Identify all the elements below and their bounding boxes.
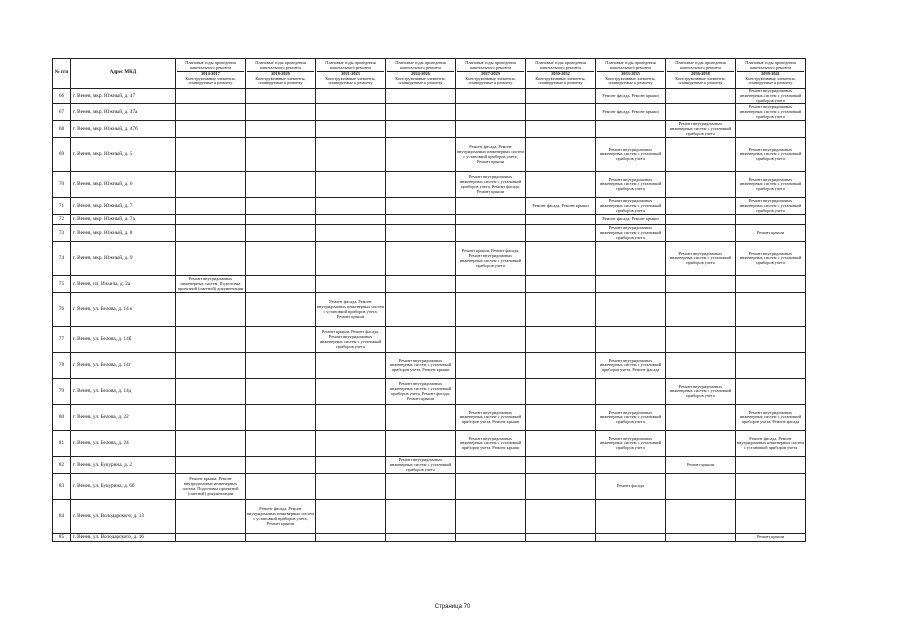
header-period-type: Конструктивные элементы, планируемые к ремонту (325, 75, 376, 86)
work-cell (456, 89, 526, 104)
row-number: 67 (53, 104, 71, 121)
row-number: 79 (53, 379, 71, 405)
table-row (53, 500, 806, 534)
work-cell (176, 242, 246, 276)
work-cell (526, 104, 596, 121)
work-cell (736, 379, 806, 405)
work-cell: Ремонт внутридомовых инженерных систем с установкой приборов учета (736, 104, 806, 121)
work-cell (526, 242, 596, 276)
header-period-plan: Плановые годы проведения капитального ремонта (387, 61, 454, 72)
work-cell (666, 198, 736, 215)
row-address: г. Венев, мкр. Южный, д. 5 (71, 138, 176, 172)
work-cell (176, 138, 246, 172)
work-cell (246, 293, 316, 327)
work-cell (246, 121, 316, 138)
work-cell (456, 327, 526, 353)
work-cell (316, 225, 386, 242)
work-cell: Ремонт внутридомовых инженерных систем с установкой приборов учета (736, 242, 806, 276)
work-cell (386, 198, 456, 215)
work-cell: Ремонт фасада, Ремонт крыши (596, 215, 666, 225)
work-cell (246, 138, 316, 172)
header-period-plan: Плановые годы проведения капитального ремонта (737, 61, 804, 72)
header-period-plan: Плановые годы проведения капитального ремонта (177, 61, 244, 72)
row-address: г. Венев, ул. Белова, д. 14г (71, 353, 176, 379)
work-cell (526, 405, 596, 431)
work-cell (526, 457, 596, 474)
row-number: 85 (53, 534, 71, 542)
work-cell (246, 379, 316, 405)
work-cell (176, 500, 246, 534)
work-cell (456, 225, 526, 242)
work-cell: Ремонт внутридомовых инженерных систем с установкой приборов учета (596, 172, 666, 198)
work-cell (526, 138, 596, 172)
work-cell (176, 225, 246, 242)
row-number: 76 (53, 293, 71, 327)
header-period-years: 2033-2035 (621, 70, 640, 76)
header-period (246, 59, 316, 89)
table-row (53, 405, 806, 431)
row-address: г. Венев, ул. Володарского, д. 16 (71, 534, 176, 542)
work-cell (736, 327, 806, 353)
row-address: г. Венев, ул. Белова, д. 14 к (71, 293, 176, 327)
header-period-years: 2027-2029 (481, 70, 500, 76)
work-cell: Ремонт фасада (596, 474, 666, 500)
work-cell (386, 431, 456, 457)
work-cell: Ремонт внутридомовых инженерных систем с установкой приборов учета, Ремонт крыши (386, 353, 456, 379)
row-address: г. Венев, мкр. Южный, д. 9 (71, 242, 176, 276)
row-address: г. Венев, ул. Букурина, д. 6б (71, 474, 176, 500)
work-cell (666, 172, 736, 198)
work-cell (456, 534, 526, 542)
header-period (736, 59, 806, 89)
row-number: 66 (53, 89, 71, 104)
work-cell (736, 215, 806, 225)
work-cell: Ремонт фасада, Ремонт крыши (526, 198, 596, 215)
work-cell: Ремонт внутридомовых инженерных систем с установкой приборов учета, Ремонт фасада (736, 405, 806, 431)
work-cell: Ремонт крыши (736, 225, 806, 242)
header-period-type: Конструктивные элементы, планируемые к ремонту (465, 75, 516, 86)
table-row (53, 104, 806, 121)
work-cell (526, 293, 596, 327)
row-address: г. Венев, мкр. Южный, д. 47б (71, 121, 176, 138)
work-cell (386, 172, 456, 198)
header-period-years: 2021-2023 (341, 70, 360, 76)
row-address: г. Венев, мкр. Южный, д. 8 (71, 225, 176, 242)
row-number: 84 (53, 500, 71, 534)
header-period-plan: Плановые годы проведения капитального ремонта (597, 61, 664, 72)
work-cell (316, 353, 386, 379)
work-cell (176, 327, 246, 353)
work-cell (596, 457, 666, 474)
work-cell (316, 500, 386, 534)
header-period (666, 59, 736, 89)
work-cell (386, 500, 456, 534)
work-cell (176, 534, 246, 542)
work-cell (316, 198, 386, 215)
work-cell (246, 431, 316, 457)
work-cell (176, 353, 246, 379)
header-period (596, 59, 666, 89)
table-row (53, 276, 806, 293)
work-cell (176, 293, 246, 327)
work-cell (666, 474, 736, 500)
work-cell (316, 431, 386, 457)
table-row (53, 431, 806, 457)
header-period-type: Конструктивные элементы, планируемые к ремонту (745, 75, 796, 86)
repair-schedule-table (52, 58, 806, 542)
work-cell (456, 104, 526, 121)
table-row (53, 121, 806, 138)
work-cell (456, 276, 526, 293)
header-row (53, 59, 806, 89)
work-cell (666, 276, 736, 293)
work-cell (456, 474, 526, 500)
header-period (526, 59, 596, 89)
work-cell (666, 353, 736, 379)
work-cell (246, 457, 316, 474)
work-cell (736, 353, 806, 379)
work-cell (526, 431, 596, 457)
work-cell (526, 534, 596, 542)
work-cell (316, 242, 386, 276)
work-cell (246, 172, 316, 198)
row-number: 77 (53, 327, 71, 353)
header-period-type: Конструктивные элементы, планируемые к ремонту (185, 75, 236, 86)
work-cell (596, 534, 666, 542)
work-cell (316, 138, 386, 172)
work-cell (386, 89, 456, 104)
work-cell (246, 215, 316, 225)
work-cell (666, 431, 736, 457)
work-cell (316, 172, 386, 198)
work-cell (736, 293, 806, 327)
header-period-years: 2036-2038 (691, 70, 710, 76)
work-cell (526, 327, 596, 353)
work-cell (526, 276, 596, 293)
work-cell (526, 353, 596, 379)
header-period-plan: Плановые годы проведения капитального ремонта (317, 61, 384, 72)
work-cell: Ремонт внутридомовых инженерных систем с установкой приборов учета, Ремонт крыши (456, 431, 526, 457)
table-row (53, 293, 806, 327)
work-cell (246, 104, 316, 121)
work-cell (736, 500, 806, 534)
work-cell (666, 327, 736, 353)
work-cell (246, 276, 316, 293)
work-cell (666, 89, 736, 104)
work-cell (176, 405, 246, 431)
work-cell: Ремонт фасада, Ремонт крыши (596, 89, 666, 104)
table-row (53, 379, 806, 405)
row-address: г. Венев, мкр. Южный, д. 47 (71, 89, 176, 104)
work-cell (386, 215, 456, 225)
work-cell: Ремонт внутридомовых инженерных систем с установкой приборов учета, Ремонт фасада, Ремонт крыши (386, 379, 456, 405)
work-cell (526, 121, 596, 138)
header-period-plan: Плановые годы проведения капитального ремонта (527, 61, 594, 72)
work-cell (666, 534, 736, 542)
work-cell (596, 121, 666, 138)
row-number: 68 (53, 121, 71, 138)
work-cell (386, 405, 456, 431)
work-cell (176, 215, 246, 225)
work-cell (176, 121, 246, 138)
header-period-plan: Плановые годы проведения капитального ремонта (457, 61, 524, 72)
work-cell (246, 198, 316, 215)
work-cell (456, 215, 526, 225)
header-period-type: Конструктивные элементы, планируемые к ремонту (255, 75, 306, 86)
row-address: г. Венев, ул. Володарского, д. 13 (71, 500, 176, 534)
work-cell: Ремонт внутридомовых инженерных систем с установкой приборов учета (596, 225, 666, 242)
work-cell: Ремонт крыши (666, 457, 736, 474)
table-body (53, 89, 806, 542)
table-row (53, 353, 806, 379)
work-cell: Ремонт крыши (736, 534, 806, 542)
work-cell (316, 121, 386, 138)
table-row (53, 225, 806, 242)
work-cell (176, 457, 246, 474)
table-row (53, 89, 806, 104)
work-cell (386, 242, 456, 276)
work-cell: Ремонт внутридомовых инженерных систем с установкой приборов учета, Ремонт фасада (596, 353, 666, 379)
work-cell (666, 405, 736, 431)
work-cell (456, 457, 526, 474)
header-period (176, 59, 246, 89)
work-cell: Ремонт внутридомовых инженерных систем с установкой приборов учета (596, 431, 666, 457)
table-row (53, 215, 806, 225)
work-cell: Ремонт внутридомовых инженерных систем с установкой приборов учета, Ремонт крыши (456, 405, 526, 431)
work-cell (386, 104, 456, 121)
work-cell: Ремонт внутридомовых инженерных систем, Подготовка проектной (сметной) документации (176, 276, 246, 293)
work-cell (316, 457, 386, 474)
row-number: 83 (53, 474, 71, 500)
work-cell (386, 138, 456, 172)
work-cell (666, 215, 736, 225)
work-cell (246, 405, 316, 431)
work-cell: Ремонт фасада, Ремонт внутридомовых инженерных систем с установкой приборов учета, Ремонт крыши (246, 500, 316, 534)
row-address: г. Венев, мкр. Южный, д. 7 (71, 198, 176, 215)
work-cell (316, 276, 386, 293)
row-address: г. Венев, ул. Букурина, д. 2 (71, 457, 176, 474)
row-number: 82 (53, 457, 71, 474)
table-row (53, 138, 806, 172)
work-cell (456, 500, 526, 534)
work-cell (176, 89, 246, 104)
table-row (53, 242, 806, 276)
work-cell (246, 534, 316, 542)
row-number: 73 (53, 225, 71, 242)
work-cell (456, 379, 526, 405)
row-number: 74 (53, 242, 71, 276)
row-number: 69 (53, 138, 71, 172)
work-cell: Ремонт внутридомовых инженерных систем с установкой приборов учета (736, 198, 806, 215)
work-cell (456, 121, 526, 138)
row-number: 81 (53, 431, 71, 457)
work-cell (456, 353, 526, 379)
work-cell: Ремонт внутридомовых инженерных систем с установкой приборов учета (736, 89, 806, 104)
row-address: г. Венев, мкр. Южный, д. 7а (71, 215, 176, 225)
work-cell (176, 172, 246, 198)
work-cell (246, 225, 316, 242)
work-cell: Ремонт внутридомовых инженерных систем с установкой приборов учета, Ремонт фасада, Ремонт крыши (456, 172, 526, 198)
header-period-years: 2018-2020 (271, 70, 290, 76)
row-number: 71 (53, 198, 71, 215)
work-cell (316, 104, 386, 121)
header-period-plan: Плановые годы проведения капитального ремонта (247, 61, 314, 72)
table-row (53, 172, 806, 198)
work-cell (386, 121, 456, 138)
header-period-years: 2039-2041 (761, 70, 780, 76)
work-cell: Ремонт внутридомовых инженерных систем с установкой приборов учета (666, 379, 736, 405)
table-row (53, 457, 806, 474)
work-cell: Ремонт внутридомовых инженерных систем с установкой приборов учета (596, 405, 666, 431)
row-address: г. Венев, ул. Белова, д. 14б (71, 327, 176, 353)
work-cell (386, 225, 456, 242)
work-cell (316, 89, 386, 104)
work-cell (526, 474, 596, 500)
work-cell: Ремонт крыши, Ремонт внутридомовых инженерных систем, Подготовка проектной (сметной) документации (176, 474, 246, 500)
work-cell (386, 474, 456, 500)
work-cell: Ремонт крыши, Ремонт фасада, Ремонт внутридомовых инженерных систем с установкой приборов учета (456, 242, 526, 276)
row-address: г. Венев, мкр. Южный, д. 47а (71, 104, 176, 121)
work-cell (736, 276, 806, 293)
table-row (53, 327, 806, 353)
work-cell: Ремонт внутридомовых инженерных систем с установкой приборов учета (596, 138, 666, 172)
work-cell (246, 474, 316, 500)
row-number: 70 (53, 172, 71, 198)
work-cell (246, 242, 316, 276)
work-cell (316, 379, 386, 405)
work-cell (526, 215, 596, 225)
work-cell (596, 293, 666, 327)
header-period-years: 2030-2032 (551, 70, 570, 76)
work-cell: Ремонт внутридомовых инженерных систем с установкой приборов учета (736, 172, 806, 198)
work-cell (176, 198, 246, 215)
work-cell (246, 89, 316, 104)
work-cell (736, 457, 806, 474)
work-cell (526, 225, 596, 242)
work-cell: Ремонт внутридомовых инженерных систем с установкой приборов учета (596, 198, 666, 215)
work-cell: Ремонт внутридомовых инженерных систем с установкой приборов учета (386, 457, 456, 474)
work-cell (596, 500, 666, 534)
work-cell (386, 293, 456, 327)
row-address: г. Венев, ул. Белова, д. 14д (71, 379, 176, 405)
work-cell (526, 172, 596, 198)
header-num: № п/п (53, 59, 71, 89)
work-cell (736, 121, 806, 138)
repair-schedule-sheet (52, 58, 806, 542)
work-cell (666, 500, 736, 534)
work-cell (316, 215, 386, 225)
header-period (316, 59, 386, 89)
header-period-years: 2014-2017 (201, 70, 220, 76)
header-period-type: Конструктивные элементы, планируемые к ремонту (605, 75, 656, 86)
work-cell (246, 327, 316, 353)
work-cell (596, 379, 666, 405)
work-cell: Ремонт фасада, Ремонт внутридомовых инженерных систем с установкой приборов учета, Ремонт крыши (456, 138, 526, 172)
work-cell (666, 225, 736, 242)
work-cell (316, 534, 386, 542)
table-row (53, 474, 806, 500)
work-cell: Ремонт внутридомовых инженерных систем с установкой приборов учета (666, 242, 736, 276)
row-address: г. Венев, мкр. Южный, д. 6 (71, 172, 176, 198)
work-cell (666, 293, 736, 327)
table-row (53, 534, 806, 542)
header-period (456, 59, 526, 89)
work-cell (246, 353, 316, 379)
work-cell (176, 379, 246, 405)
work-cell (596, 276, 666, 293)
work-cell (596, 242, 666, 276)
work-cell: Ремонт внутридомовых инженерных систем с установкой приборов учета (666, 121, 736, 138)
work-cell (316, 405, 386, 431)
work-cell (526, 89, 596, 104)
row-address: г. Венев, пл. Ильича, д. 2а (71, 276, 176, 293)
work-cell (596, 327, 666, 353)
work-cell (176, 431, 246, 457)
work-cell (736, 474, 806, 500)
work-cell (666, 104, 736, 121)
row-address: г. Венев, ул. Белова, д. 22 (71, 405, 176, 431)
work-cell (666, 138, 736, 172)
work-cell: Ремонт фасада, Ремонт внутридомовых инженерных систем с установкой приборов учета, Ремонт крыши (316, 293, 386, 327)
work-cell (386, 327, 456, 353)
work-cell (386, 276, 456, 293)
header-period-years: 2024-2026 (411, 70, 430, 76)
work-cell (526, 379, 596, 405)
row-number: 72 (53, 215, 71, 225)
work-cell: Ремонт крыши, Ремонт фасада, Ремонт внутридомовых инженерных систем с установкой приборов учета (316, 327, 386, 353)
row-number: 75 (53, 276, 71, 293)
header-address: Адрес МКД (71, 59, 176, 89)
page-number: Страница 70 (434, 604, 471, 610)
row-address: г. Венев, ул. Белова, д. 24 (71, 431, 176, 457)
work-cell (456, 198, 526, 215)
row-number: 78 (53, 353, 71, 379)
work-cell (386, 534, 456, 542)
header-period-type: Конструктивные элементы, планируемые к ремонту (395, 75, 446, 86)
work-cell (456, 293, 526, 327)
work-cell: Ремонт внутридомовых инженерных систем с установкой приборов учета (736, 138, 806, 172)
header-period-type: Конструктивные элементы, планируемые к ремонту (535, 75, 586, 86)
row-number: 80 (53, 405, 71, 431)
work-cell: Ремонт фасада, Ремонт внутридомовых инженерных систем с установкой приборов учета (736, 431, 806, 457)
header-period-type: Конструктивные элементы, планируемые к ремонту (675, 75, 726, 86)
work-cell (316, 474, 386, 500)
header-period-plan: Плановые годы проведения капитального ремонта (667, 61, 734, 72)
work-cell: Ремонт фасада, Ремонт крыши (596, 104, 666, 121)
header-period (386, 59, 456, 89)
work-cell (526, 500, 596, 534)
work-cell (176, 104, 246, 121)
table-row (53, 198, 806, 215)
